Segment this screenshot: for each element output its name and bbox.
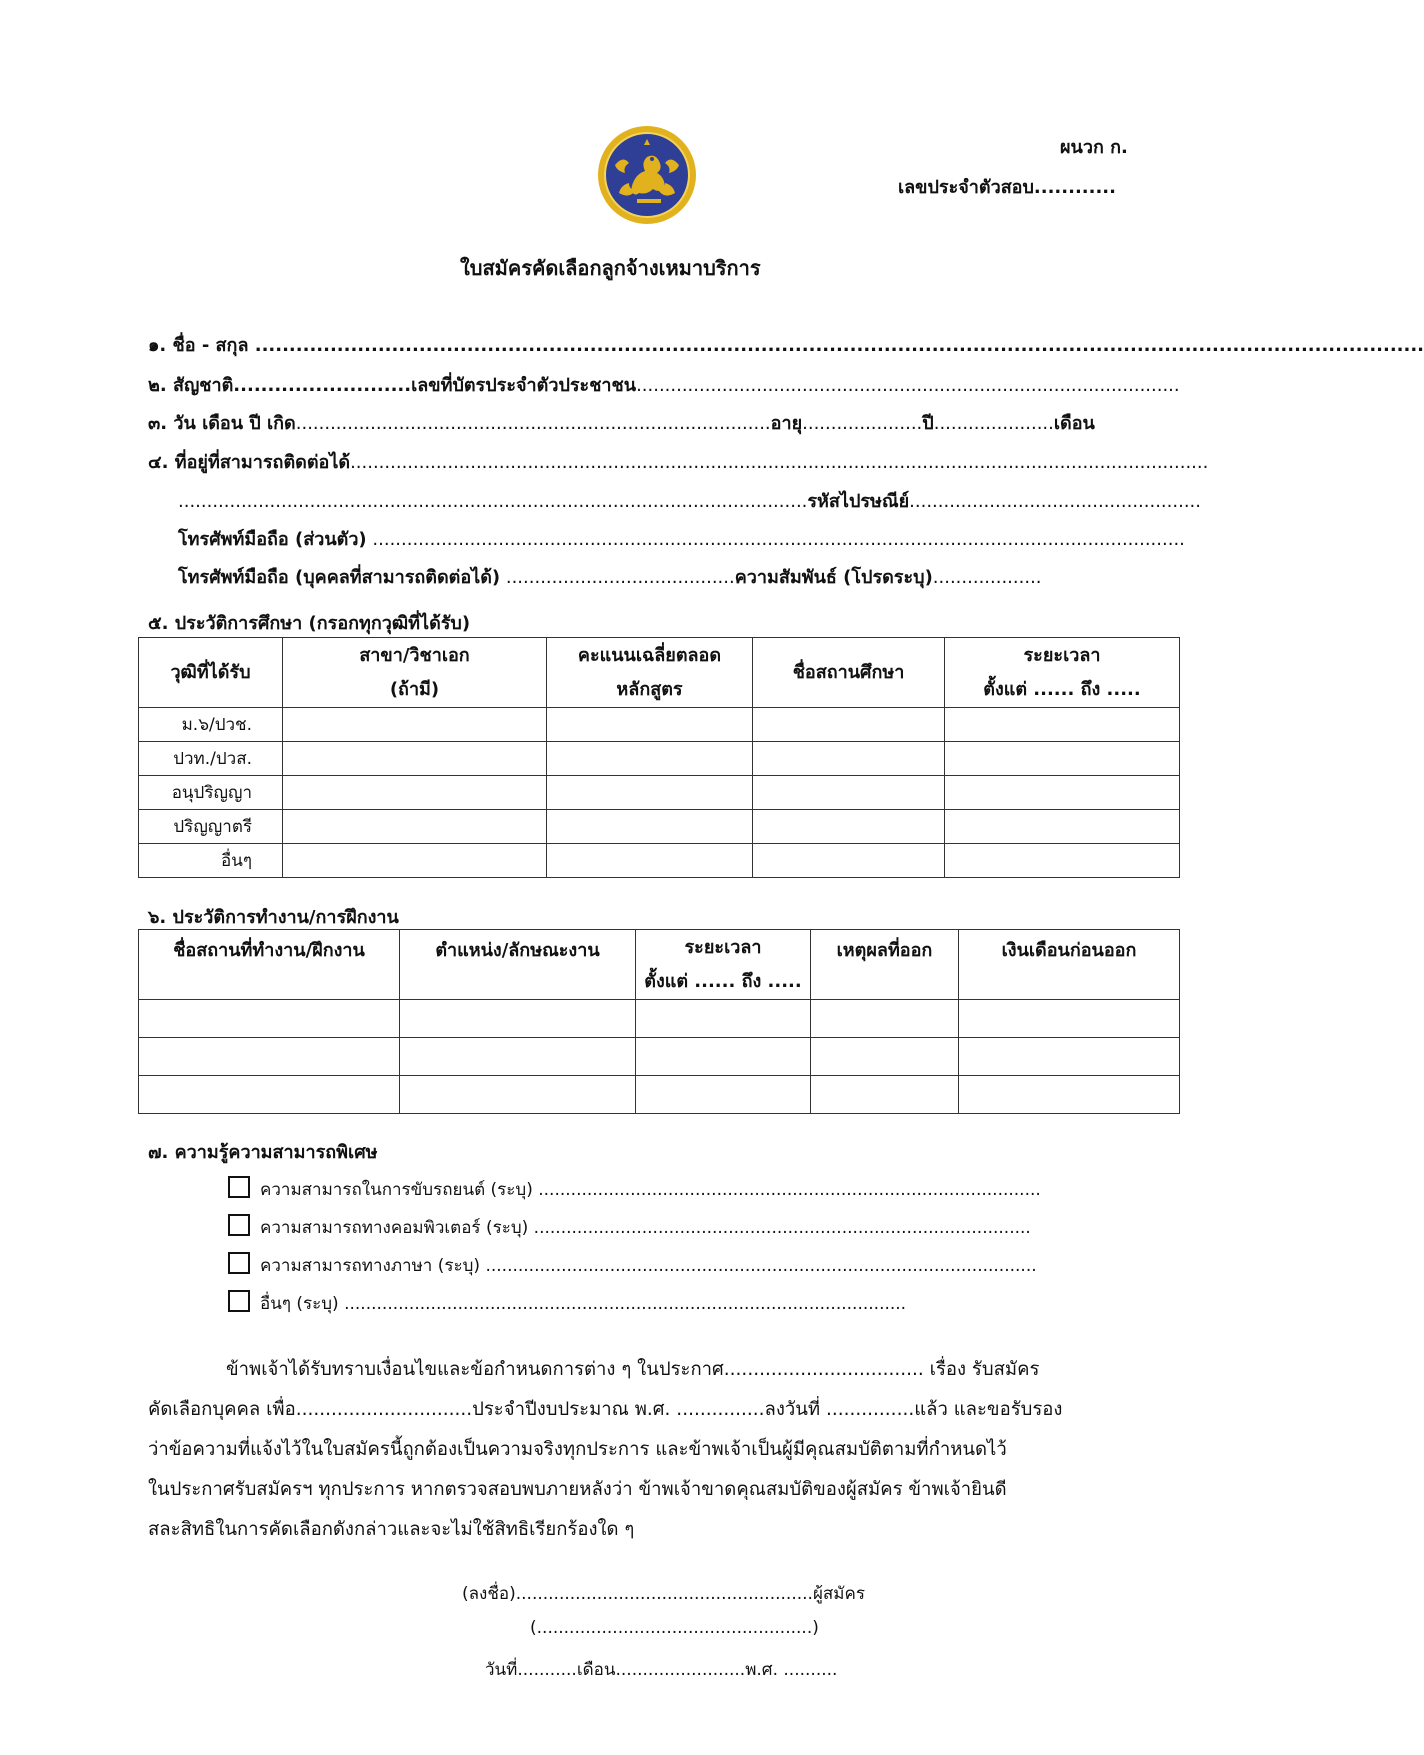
exam-id-field[interactable]: เลขประจำตัวสอบ............	[898, 177, 1116, 198]
table-row	[139, 742, 1180, 776]
table-row	[139, 810, 1180, 844]
mobile-personal-dots: ..............................................................................................................................................	[372, 529, 1185, 550]
header-position: ตำแหน่ง/ลักษณะงาน	[400, 930, 636, 1000]
table-row	[139, 1038, 1180, 1076]
header-gpa: คะแนนเฉลี่ยตลอด หลักสูตร	[547, 638, 753, 708]
workplace-cell[interactable]	[139, 1038, 400, 1076]
age-years-dots: .....................	[802, 413, 923, 434]
school-cell[interactable]	[753, 776, 945, 810]
header-school: ชื่อสถานศึกษา	[753, 638, 945, 708]
annex-label: ผนวก ก.	[1060, 137, 1128, 158]
school-cell[interactable]	[753, 810, 945, 844]
reason-cell[interactable]	[811, 1000, 959, 1038]
signature-line[interactable]: (ลงชื่อ).......................................................ผู้สมัคร	[462, 1584, 865, 1604]
skill-label: ความสามารถทางภาษา (ระบุ) ......................................................................................................	[260, 1256, 1037, 1276]
address-line[interactable]	[148, 447, 1208, 476]
mobile-personal-line[interactable]	[178, 524, 1185, 553]
address-dots: ......................................................................................................................................................	[350, 452, 1209, 473]
major-cell[interactable]	[283, 776, 547, 810]
emblem-seal-icon	[597, 125, 697, 225]
salary-cell[interactable]	[959, 1000, 1180, 1038]
address-line-2[interactable]	[178, 486, 1201, 515]
header-major: สาขา/วิชาเอก (ถ้ามี)	[283, 638, 547, 708]
gpa-cell[interactable]	[547, 844, 753, 878]
table-row	[139, 1076, 1180, 1114]
name-field[interactable]: ๑. ชื่อ - สกุล ...........................................................................................................................................................................	[148, 335, 1424, 356]
id-card-dots: ...............................................................................................	[636, 375, 1180, 396]
declaration-line: ข้าพเจ้าได้รับทราบเงื่อนไขและข้อกำหนดการต่าง ๆ ในประกาศ.................................. เรื่อง รับสมัคร	[226, 1359, 1040, 1380]
checkbox[interactable]	[228, 1214, 250, 1236]
major-cell[interactable]	[283, 810, 547, 844]
work-period-cell[interactable]	[636, 1076, 811, 1114]
declaration-line: สละสิทธิในการคัดเลือกดังกล่าวและจะไม่ใช้สิทธิเรียกร้องใด ๆ	[148, 1519, 635, 1540]
address-dots-2: ..............................................................................................................	[178, 491, 808, 512]
mobile-contact-line[interactable]	[178, 562, 1042, 591]
checkbox[interactable]	[228, 1290, 250, 1312]
mobile-contact-dots: ........................................	[505, 567, 735, 588]
period-cell[interactable]	[945, 742, 1180, 776]
age-months-dots: .....................	[933, 413, 1054, 434]
relationship-label: ความสัมพันธ์ (โปรดระบุ)	[734, 567, 933, 588]
school-cell[interactable]	[753, 844, 945, 878]
declaration-line: คัดเลือกบุคคล เพื่อ..............................ประจำปีงบประมาณ พ.ศ. ...............ลงวันที่ ...............แล้ว และขอรับรอง	[148, 1399, 1063, 1420]
skill-item-driving[interactable]	[228, 1176, 1041, 1203]
age-label: อายุ	[770, 413, 803, 434]
page-title: ใบสมัครคัดเลือกลูกจ้างเหมาบริการ	[460, 256, 761, 280]
checkbox[interactable]	[228, 1252, 250, 1274]
workplace-cell[interactable]	[139, 1076, 400, 1114]
period-cell[interactable]	[945, 776, 1180, 810]
nationality-line[interactable]	[148, 370, 1180, 399]
gpa-cell[interactable]	[547, 708, 753, 742]
header-degree: วุฒิที่ได้รับ	[139, 638, 283, 708]
header-reason: เหตุผลที่ออก	[811, 930, 959, 1000]
major-cell[interactable]	[283, 742, 547, 776]
table-row	[139, 776, 1180, 810]
relationship-dots: ...................	[932, 567, 1042, 588]
skill-item-computer[interactable]	[228, 1214, 1031, 1241]
address-label: ๔. ที่อยู่ที่สามารถติดต่อได้	[148, 452, 351, 473]
workplace-cell[interactable]	[139, 1000, 400, 1038]
date-line[interactable]: วันที่...........เดือน........................พ.ศ. ..........	[485, 1660, 838, 1680]
education-table	[138, 637, 1180, 878]
birthdate-line[interactable]	[148, 408, 1095, 437]
checkbox[interactable]	[228, 1176, 250, 1198]
work-table	[138, 929, 1180, 1114]
skill-label: ความสามารถทางคอมพิวเตอร์ (ระบุ) ............................................................................................	[260, 1218, 1031, 1238]
degree-cell: อื่นๆ	[139, 844, 283, 878]
birthdate-label: ๓. วัน เดือน ปี เกิด	[148, 413, 296, 434]
gpa-cell[interactable]	[547, 776, 753, 810]
postal-code-label: รหัสไปรษณีย์	[807, 491, 910, 512]
gpa-cell[interactable]	[547, 742, 753, 776]
table-row	[139, 708, 1180, 742]
mobile-personal-label: โทรศัพท์มือถือ (ส่วนตัว)	[178, 529, 367, 550]
postal-code-dots: ...................................................	[909, 491, 1201, 512]
position-cell[interactable]	[400, 1038, 636, 1076]
skill-item-other[interactable]	[228, 1290, 906, 1317]
position-cell[interactable]	[400, 1076, 636, 1114]
period-cell[interactable]	[945, 844, 1180, 878]
school-cell[interactable]	[753, 708, 945, 742]
declaration-line: ในประกาศรับสมัครฯ ทุกประการ หากตรวจสอบพบภายหลังว่า ข้าพเจ้าขาดคุณสมบัติของผู้สมัคร ข้าพเจ้ายินดี	[148, 1479, 1007, 1500]
major-cell[interactable]	[283, 844, 547, 878]
declaration-paragraph	[148, 1350, 1108, 1550]
printed-name-line[interactable]: (...................................................)	[530, 1618, 819, 1638]
nationality-label: ๒. สัญชาติ..........................	[148, 375, 412, 396]
salary-cell[interactable]	[959, 1038, 1180, 1076]
months-label: เดือน	[1053, 413, 1095, 434]
table-row	[139, 1000, 1180, 1038]
skill-label: ความสามารถในการขับรถยนต์ (ระบุ) .............................................................................................	[260, 1180, 1041, 1200]
mobile-contact-label: โทรศัพท์มือถือ (บุคคลที่สามารถติดต่อได้)	[178, 567, 501, 588]
reason-cell[interactable]	[811, 1038, 959, 1076]
work-heading: ๖. ประวัติการทำงาน/การฝึกงาน	[148, 907, 399, 928]
skill-label: อื่นๆ (ระบุ) ........................................................................................................	[260, 1294, 907, 1314]
header-salary: เงินเดือนก่อนออก	[959, 930, 1180, 1000]
skill-item-language[interactable]	[228, 1252, 1037, 1279]
work-period-cell[interactable]	[636, 1038, 811, 1076]
id-card-label: เลขที่บัตรประจำตัวประชาชน	[411, 375, 637, 396]
years-label: ปี	[922, 413, 934, 434]
period-cell[interactable]	[945, 810, 1180, 844]
birthdate-dots: ...................................................................................	[295, 413, 771, 434]
degree-cell: ปวท./ปวส.	[139, 742, 283, 776]
header-work-period: ระยะเวลา ตั้งแต่ ...... ถึง .....	[636, 930, 811, 1000]
table-row	[139, 844, 1180, 878]
school-cell[interactable]	[753, 742, 945, 776]
salary-cell[interactable]	[959, 1076, 1180, 1114]
work-period-cell[interactable]	[636, 1000, 811, 1038]
degree-cell: ปริญญาตรี	[139, 810, 283, 844]
period-cell[interactable]	[945, 708, 1180, 742]
header-workplace: ชื่อสถานที่ทำงาน/ฝึกงาน	[139, 930, 400, 1000]
skills-heading: ๗. ความรู้ความสามารถพิเศษ	[148, 1142, 378, 1163]
reason-cell[interactable]	[811, 1076, 959, 1114]
major-cell[interactable]	[283, 708, 547, 742]
education-heading: ๕. ประวัติการศึกษา (กรอกทุกวุฒิที่ได้รับ)	[148, 613, 471, 634]
degree-cell: ม.๖/ปวช.	[139, 708, 283, 742]
gpa-cell[interactable]	[547, 810, 753, 844]
declaration-line: ว่าข้อความที่แจ้งไว้ในใบสมัครนี้ถูกต้องเป็นความจริงทุกประการ และข้าพเจ้าเป็นผู้มีคุณสมบัติตามที่กำหนดไว้	[148, 1439, 1007, 1460]
header-period: ระยะเวลา ตั้งแต่ ...... ถึง .....	[945, 638, 1180, 708]
degree-cell: อนุปริญญา	[139, 776, 283, 810]
position-cell[interactable]	[400, 1000, 636, 1038]
